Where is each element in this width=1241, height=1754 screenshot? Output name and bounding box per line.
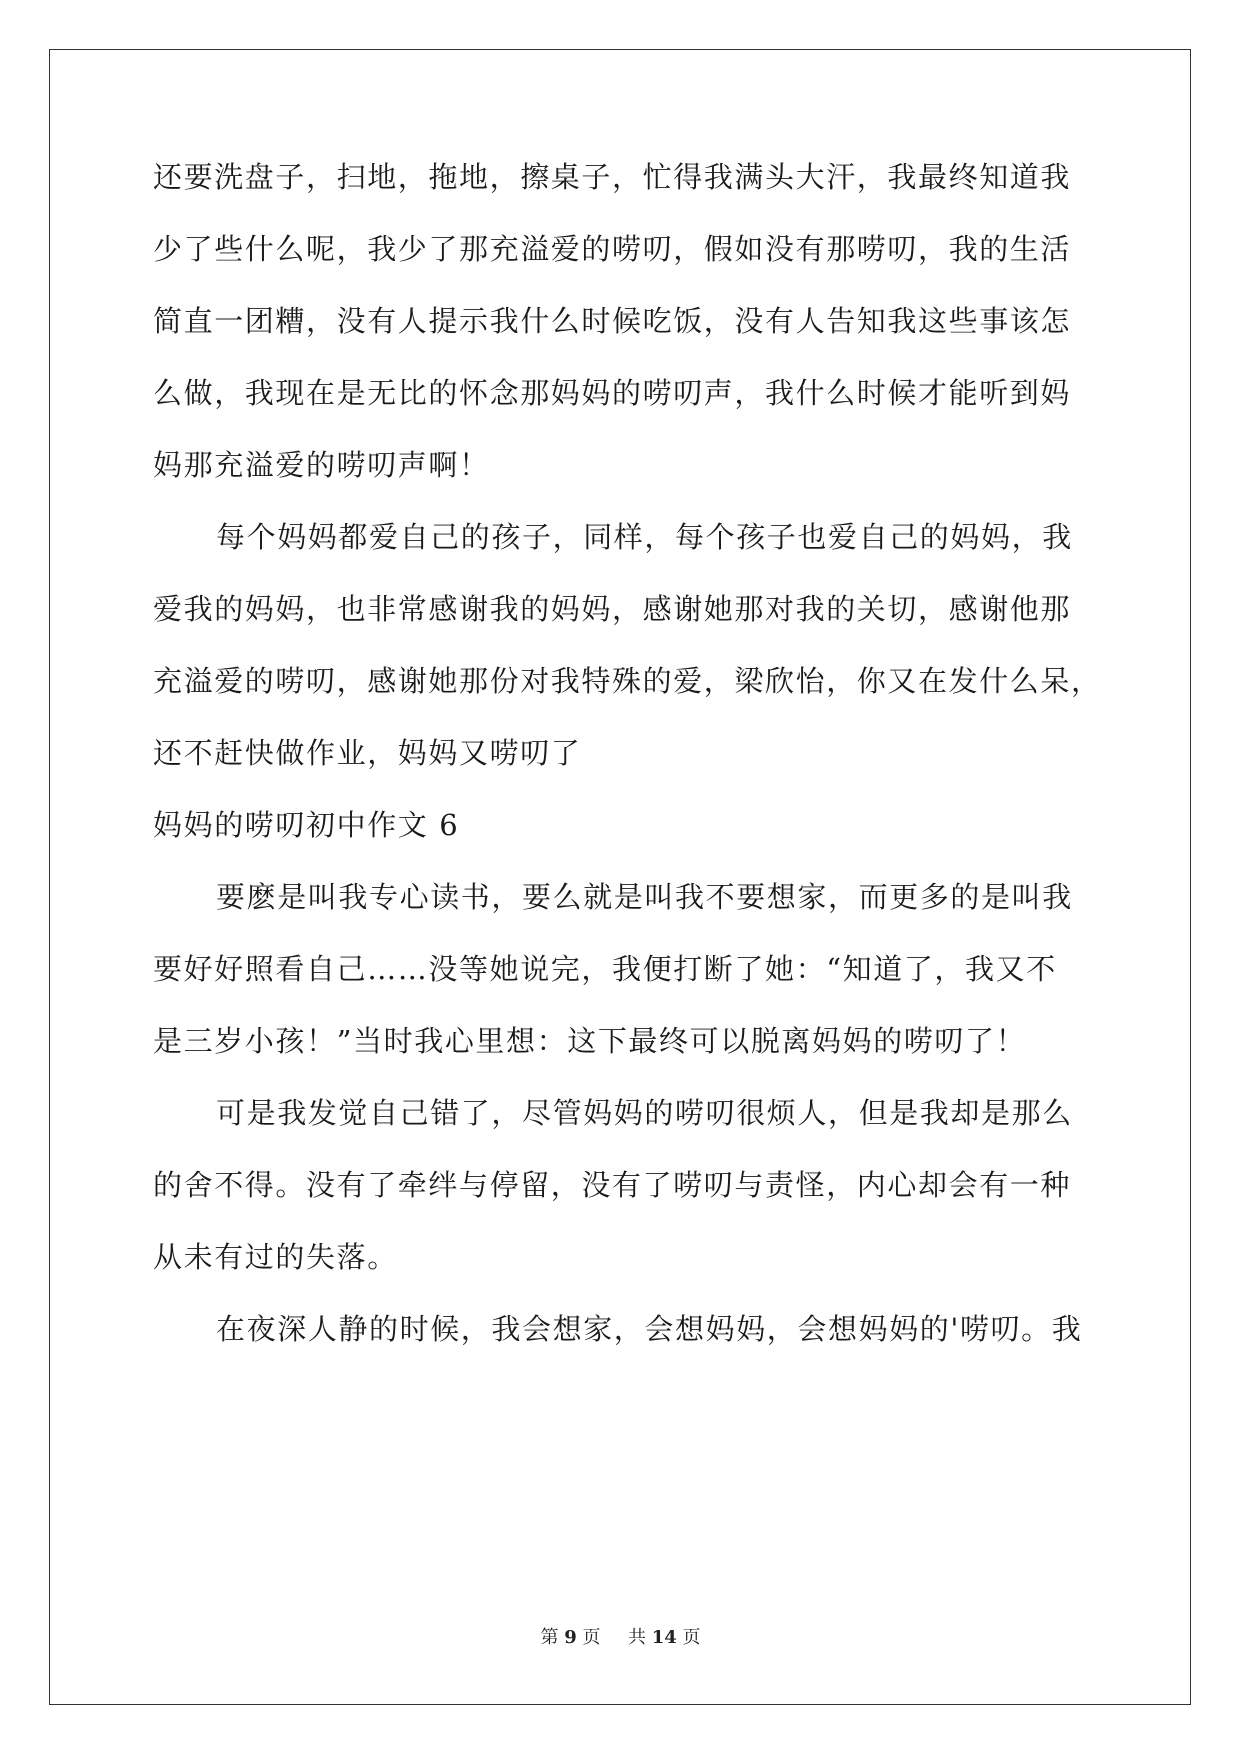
text-line: 要麽是叫我专心读书，要么就是叫我不要想家，而更多的是叫我 bbox=[216, 880, 1073, 914]
text-line: 简直一团糟，没有人提示我什么时候吃饭，没有人告知我这些事该怎 bbox=[153, 304, 1072, 338]
section-heading: 妈妈的唠叨初中作文 6 bbox=[153, 808, 460, 842]
footer-prefix: 第 bbox=[540, 1627, 559, 1648]
text-line: 在夜深人静的时候，我会想家，会想妈妈，会想妈妈的'唠叨。我 bbox=[216, 1312, 1083, 1346]
text-line: 要好好照看自己……没等她说完，我便打断了她：“知道了，我又不 bbox=[153, 952, 1057, 986]
footer-total-prefix: 共 bbox=[627, 1627, 646, 1648]
text-line: 可是我发觉自己错了，尽管妈妈的唠叨很烦人，但是我却是那么 bbox=[216, 1096, 1073, 1130]
page-footer bbox=[0, 1628, 1241, 1648]
text-line: 爱我的妈妈，也非常感谢我的妈妈，感谢她那对我的关切，感谢他那 bbox=[153, 592, 1072, 626]
footer-total-suffix: 页 bbox=[682, 1627, 701, 1648]
total-page-count: 14 bbox=[651, 1627, 677, 1648]
page-border bbox=[49, 49, 1191, 1705]
text-line: 还不赶快做作业，妈妈又唠叨了 bbox=[153, 736, 582, 770]
text-line: 是三岁小孩！”当时我心里想：这下最终可以脱离妈妈的唠叨了！ bbox=[153, 1024, 1027, 1058]
text-line: 每个妈妈都爱自己的孩子，同样，每个孩子也爱自己的妈妈，我 bbox=[216, 520, 1073, 554]
current-page-number: 9 bbox=[564, 1627, 577, 1648]
text-line: 充溢爱的唠叨，感谢她那份对我特殊的爱，梁欣怡，你又在发什么呆， bbox=[153, 664, 1102, 698]
text-line: 少了些什么呢，我少了那充溢爱的唠叨，假如没有那唠叨，我的生活 bbox=[153, 232, 1072, 266]
text-line: 么做，我现在是无比的怀念那妈妈的唠叨声，我什么时候才能听到妈 bbox=[153, 376, 1072, 410]
footer-page-word: 页 bbox=[582, 1627, 601, 1648]
text-line: 妈那充溢爱的唠叨声啊！ bbox=[153, 448, 490, 482]
text-line: 从未有过的失落。 bbox=[153, 1240, 398, 1274]
text-line: 的舍不得。没有了牵绊与停留，没有了唠叨与责怪，内心却会有一种 bbox=[153, 1168, 1072, 1202]
text-line: 还要洗盘子，扫地，拖地，擦桌子，忙得我满头大汗，我最终知道我 bbox=[153, 160, 1072, 194]
